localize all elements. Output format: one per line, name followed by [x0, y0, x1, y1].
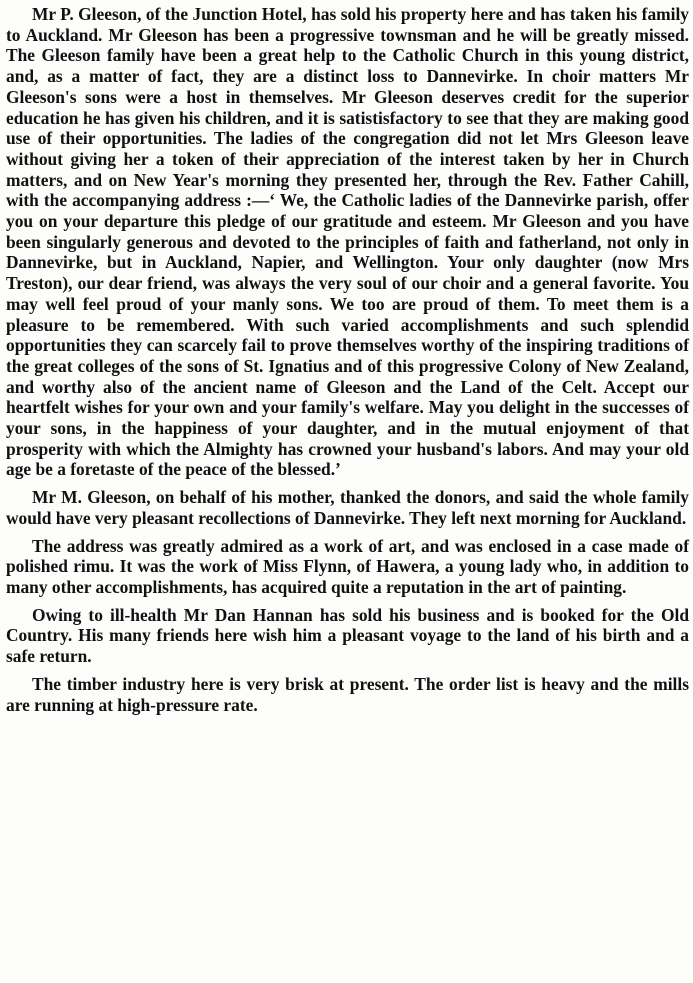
- paragraph-gleeson-departure: Mr P. Gleeson, of the Junction Hotel, has sold his property here and has taken his family to Auckland. Mr Gleeson has been a progressive townsman and he will be greatly missed. The Gleeson family have been a great help to the Catholic Church in this young district, and, as a matter of fact, they are a distinct loss to Dannevirke. In choir matters Mr Gleeson's sons were a host in themselves. Mr Gleeson deserves credit for the superior education he has given his children, and it is satistisfactory to see that they are making good use of their opportunities. The ladies of the congregation did not let Mrs Gleeson leave without giving her a token of their appreciation of the interest taken by her in Church matters, and on New Year's morning they presented her, through the Rev. Father Cahill, with the accompanying address :—‘ We, the Catholic ladies of the Dannevirke parish, offer you on your departure this pledge of our gratitude and esteem. Mr Gleeson and you have been singularly generous and devoted to the principles of faith and fatherland, not only in Dannevirke, but in Auckland, Napier, and Wellington. Your only daughter (now Mrs Treston), our dear friend, was always the very soul of our choir and a general favorite. You may well feel proud of your manly sons. We too are proud of them. To meet them is a pleasure to be remembered. With such varied accomplishments and such splendid opportunities they can scarcely fail to prove themselves worthy of the inspiring traditions of the great colleges of the sons of St. Ignatius and of this progressive Colony of New Zealand, and worthy also of the ancient name of Gleeson and the Land of the Celt. Accept our heartfelt wishes for your own and your family's welfare. May you delight in the successes of your sons, in the happiness of your daughter, and in the mutual enjoyment of that prosperity with which the Almighty has crowned your husband's labors. And may your old age be a foretaste of the peace of the blessed.’: [6, 4, 689, 480]
- paragraph-hannan-sale: Owing to ill-health Mr Dan Hannan has sold his business and is booked for the Old Country. His many friends here wish him a pleasant voyage to the land of his birth and a safe return.: [6, 604, 689, 667]
- news-article: [6, 4, 689, 715]
- paragraph-thanks-from-son: Mr M. Gleeson, on behalf of his mother, thanked the donors, and said the whole family would have very pleasant recollections of Dannevirke. They left next morning for Auckland.: [6, 487, 689, 528]
- paragraph-timber-industry: The timber industry here is very brisk at present. The order list is heavy and the mills are running at high-pressure rate.: [6, 673, 689, 715]
- paragraph-address-artwork: The address was greatly admired as a work of art, and was enclosed in a case made of polished rimu. It was the work of Miss Flynn, of Hawera, a young lady who, in addition to many other accomplishments, has acquired quite a reputation in the art of painting.: [6, 535, 689, 597]
